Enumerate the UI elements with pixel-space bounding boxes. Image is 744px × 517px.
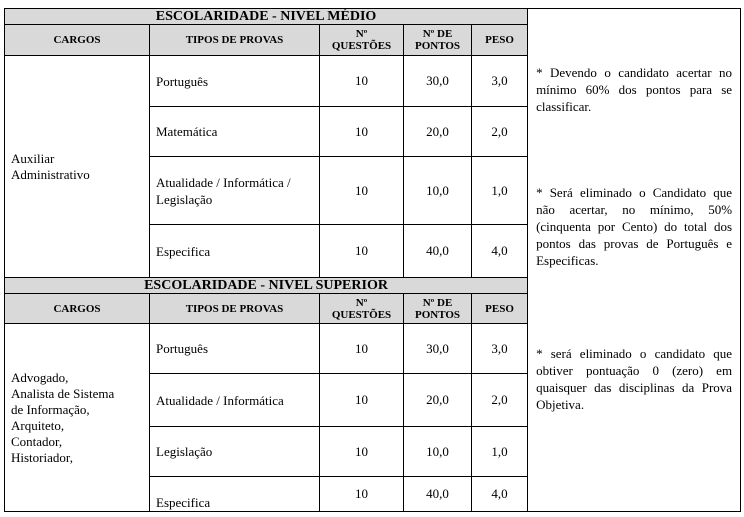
superior-section-title: ESCOLARIDADE - NIVEL SUPERIOR bbox=[5, 278, 528, 294]
superior-header-pontos-line1: Nº DE bbox=[422, 296, 453, 309]
medio-section-title: ESCOLARIDADE - NIVEL MÉDIO bbox=[5, 9, 528, 25]
superior-cargo-line: Historiador, bbox=[11, 449, 73, 465]
questoes-value: 10 bbox=[320, 157, 404, 225]
prova-name: Especifica bbox=[150, 477, 320, 512]
prova-name: Especifica bbox=[150, 225, 320, 278]
medio-header-pontos bbox=[404, 25, 472, 56]
note-1: * Devendo o candidato acertar no mínimo 60% dos pontos para se classificar. bbox=[536, 65, 733, 114]
medio-cargo-cell bbox=[5, 56, 150, 278]
questoes-value: 10 bbox=[320, 225, 404, 278]
medio-header-questoes-line2: QUESTÕES bbox=[331, 40, 392, 52]
medio-header-tipos: TIPOS DE PROVAS bbox=[150, 25, 320, 56]
questoes-value: 10 bbox=[320, 477, 404, 512]
prova-name-line2: Legislação bbox=[156, 191, 213, 207]
superior-header-questoes-line2: QUESTÕES bbox=[331, 308, 392, 321]
superior-header-questoes bbox=[320, 294, 404, 324]
superior-cargo-line: de Informação, bbox=[11, 401, 90, 417]
peso-value: 1,0 bbox=[472, 157, 528, 225]
peso-value: 3,0 bbox=[472, 324, 528, 374]
prova-name: Atualidade / Informática bbox=[150, 374, 320, 427]
questoes-value: 10 bbox=[320, 56, 404, 107]
note-2: * Será eliminado o Candidato que não acertar, no mínimo, 50% (cinquenta por Cento) do total dos pontos das provas de Português e Especificas. bbox=[536, 185, 733, 268]
notes-column bbox=[528, 9, 741, 512]
medio-header-pontos-line2: PONTOS bbox=[414, 40, 461, 52]
pontos-value: 40,0 bbox=[404, 477, 472, 512]
escolaridade-table bbox=[4, 8, 741, 512]
medio-title-row bbox=[5, 9, 741, 25]
medio-header-cargos: CARGOS bbox=[5, 25, 150, 56]
superior-cargo-line: Advogado, bbox=[11, 369, 69, 385]
peso-value: 4,0 bbox=[472, 225, 528, 278]
medio-cargo-line: Administrativo bbox=[11, 166, 90, 182]
medio-header-questoes bbox=[320, 25, 404, 56]
peso-value: 1,0 bbox=[472, 427, 528, 477]
superior-header-tipos: TIPOS DE PROVAS bbox=[150, 294, 320, 324]
prova-name: Matemática bbox=[150, 107, 320, 157]
superior-header-cargos: CARGOS bbox=[5, 294, 150, 324]
pontos-value: 40,0 bbox=[404, 225, 472, 278]
questoes-value: 10 bbox=[320, 374, 404, 427]
superior-header-pontos-line2: PONTOS bbox=[414, 308, 461, 321]
medio-cargo-line: Auxiliar bbox=[11, 150, 55, 166]
medio-header-peso: PESO bbox=[472, 25, 528, 56]
document-page bbox=[4, 8, 740, 514]
superior-header-peso: PESO bbox=[472, 294, 528, 324]
pontos-value: 20,0 bbox=[404, 107, 472, 157]
pontos-value: 10,0 bbox=[404, 157, 472, 225]
superior-header-pontos bbox=[404, 294, 472, 324]
questoes-value: 10 bbox=[320, 324, 404, 374]
medio-header-pontos-line1: Nº DE bbox=[422, 28, 453, 40]
medio-header-questoes-line1: Nº bbox=[355, 28, 368, 40]
pontos-value: 30,0 bbox=[404, 56, 472, 107]
superior-cargo-line: Contador, bbox=[11, 433, 63, 449]
superior-cargo-line: Analista de Sistema bbox=[11, 385, 115, 401]
questoes-value: 10 bbox=[320, 427, 404, 477]
note-3: * será eliminado o candidato que obtiver pontuação 0 (zero) em quaisquer das disciplinas da Prova Objetiva. bbox=[536, 346, 733, 412]
prova-name: Português bbox=[150, 56, 320, 107]
prova-name: Legislação bbox=[150, 427, 320, 477]
pontos-value: 10,0 bbox=[404, 427, 472, 477]
superior-header-questoes-line1: Nº bbox=[355, 296, 368, 309]
pontos-value: 20,0 bbox=[404, 374, 472, 427]
prova-name: Português bbox=[150, 324, 320, 374]
superior-cargo-cell bbox=[5, 324, 150, 512]
prova-name bbox=[150, 157, 320, 225]
superior-cargo-line: Arquiteto, bbox=[11, 417, 65, 433]
peso-value: 4,0 bbox=[472, 477, 528, 512]
questoes-value: 10 bbox=[320, 107, 404, 157]
pontos-value: 30,0 bbox=[404, 324, 472, 374]
peso-value: 3,0 bbox=[472, 56, 528, 107]
peso-value: 2,0 bbox=[472, 374, 528, 427]
prova-name-line1: Atualidade / Informática / bbox=[156, 174, 291, 190]
peso-value: 2,0 bbox=[472, 107, 528, 157]
